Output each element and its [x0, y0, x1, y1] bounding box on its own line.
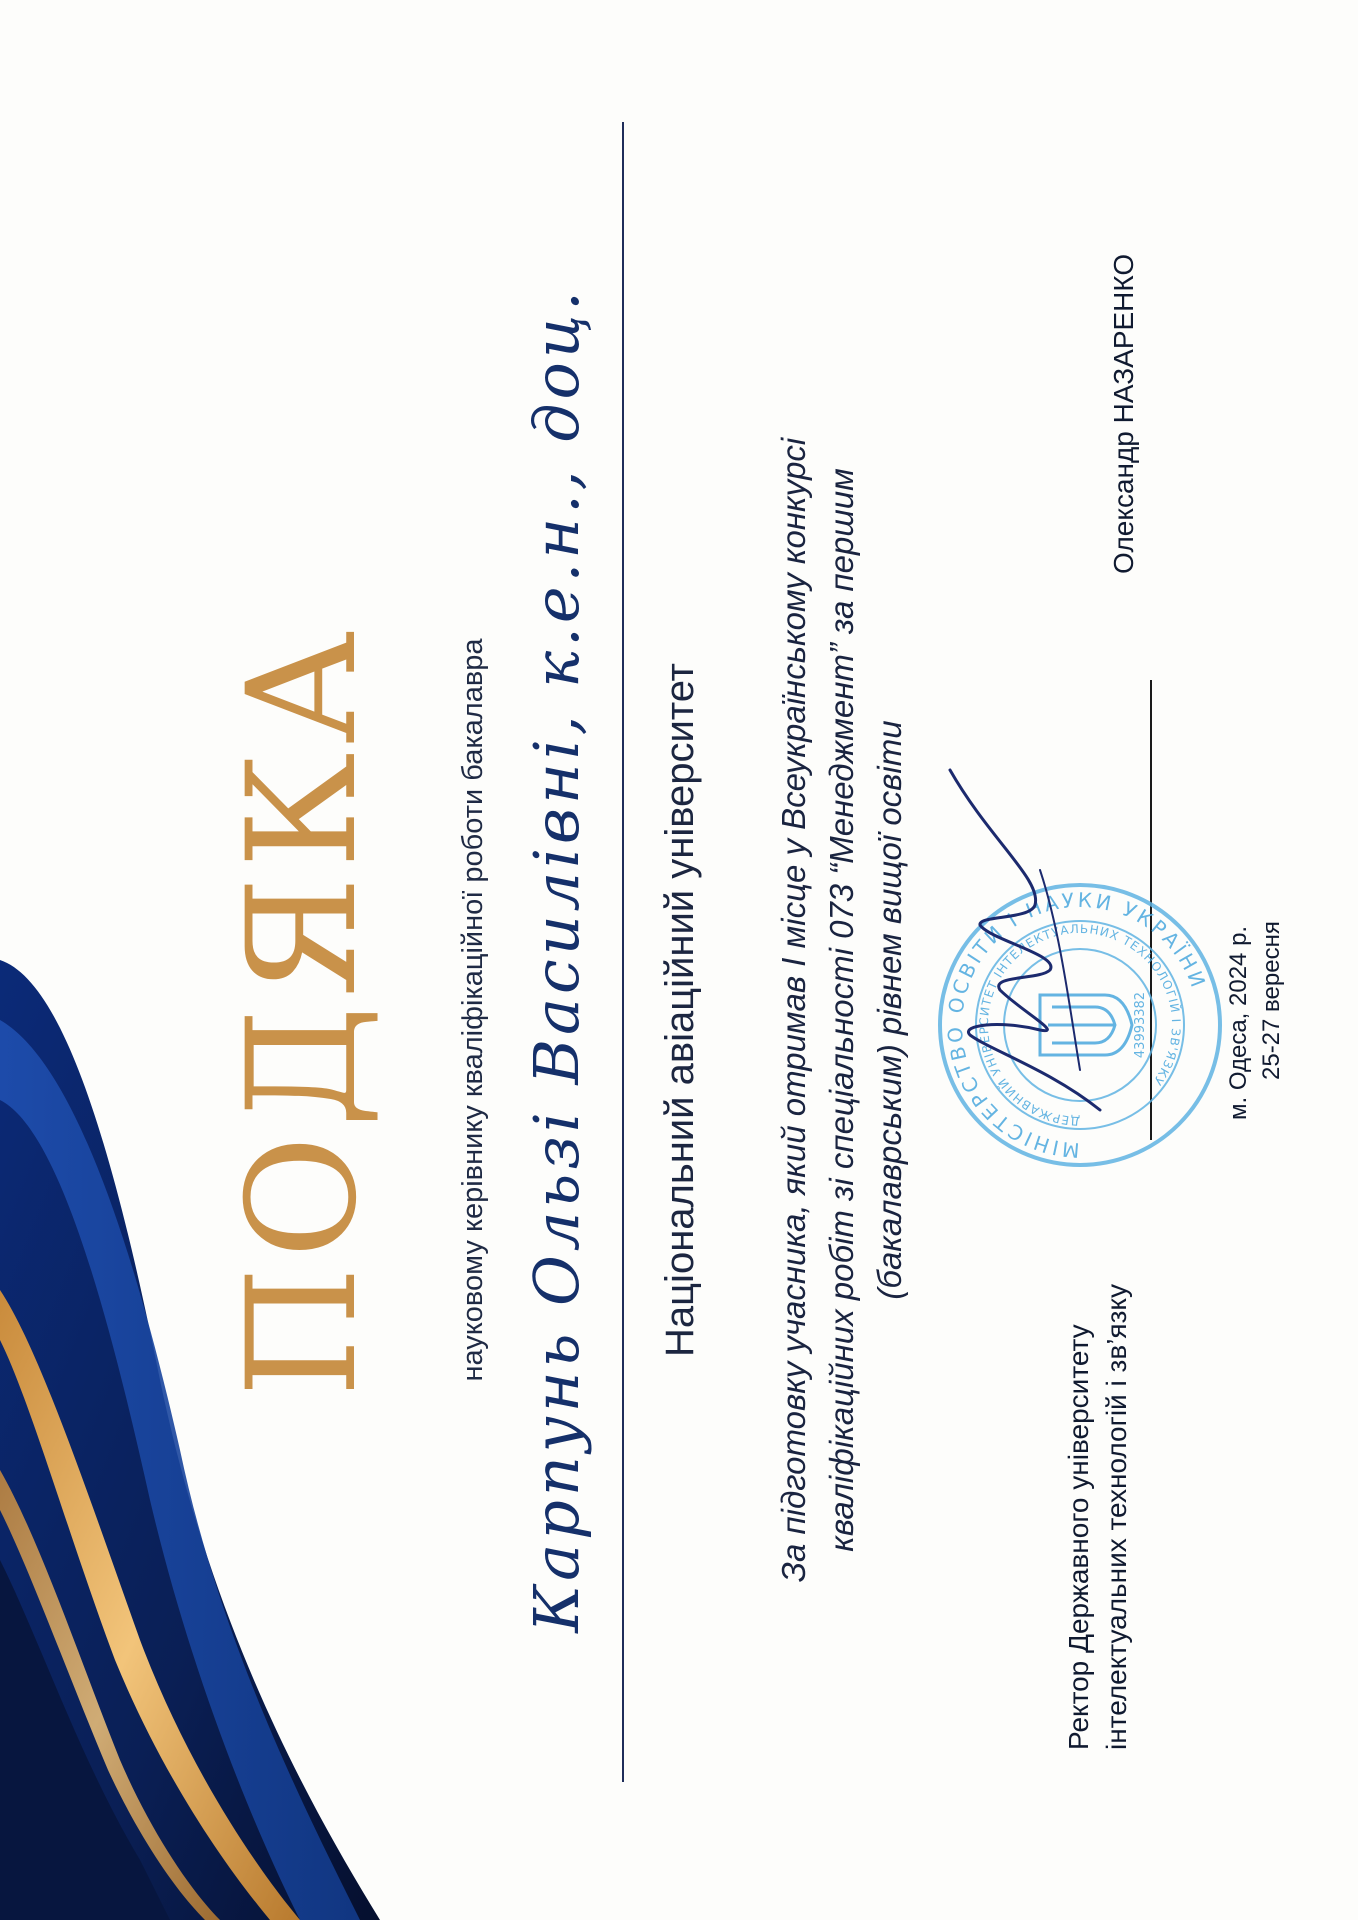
- seal-code: 43993382: [1133, 991, 1148, 1059]
- signer-position: Ректор Державного університету інтелектуальних технологій і зв’язку: [1063, 1284, 1132, 1750]
- handwritten-signature: [930, 730, 1150, 1130]
- seal-inner-text: ДЕРЖАВНИЙ УНІВЕРСИТЕТ ІНТЕЛЕКТУАЛЬНИХ ТЕХНОЛОГІЙ І ЗВ'ЯЗКУ: [976, 921, 1184, 1129]
- recipient-name: Карпунь Ользі Василівні, к.е.н., доц.: [520, 287, 593, 1633]
- certificate-subtitle: науковому керівнику кваліфікаційної роботи бакалавра: [457, 638, 489, 1382]
- certificate-title: ПОДЯКА: [216, 622, 390, 1398]
- award-reason: За підготовку учасника, який отримав I місце у Всеукраїнському конкурсі кваліфікаційних робіт зі спеціальності 073 “Менеджмент” за першим (бакалаврським) рівнем вищої освіти: [775, 437, 908, 1583]
- university-name: Національний авіаційний університет: [658, 663, 702, 1357]
- issue-place: м. Одеса, 2024 р.: [1225, 925, 1252, 1120]
- signer-name: Олександр НАЗАРЕНКО: [1108, 253, 1139, 574]
- issue-date: 25-27 вересня: [1258, 921, 1285, 1080]
- seal-outer-text: МІНІСТЕРСТВО ОСВІТИ І НАУКИ УКРАЇНИ: [942, 887, 1212, 1163]
- recipient-underline: [622, 122, 624, 1782]
